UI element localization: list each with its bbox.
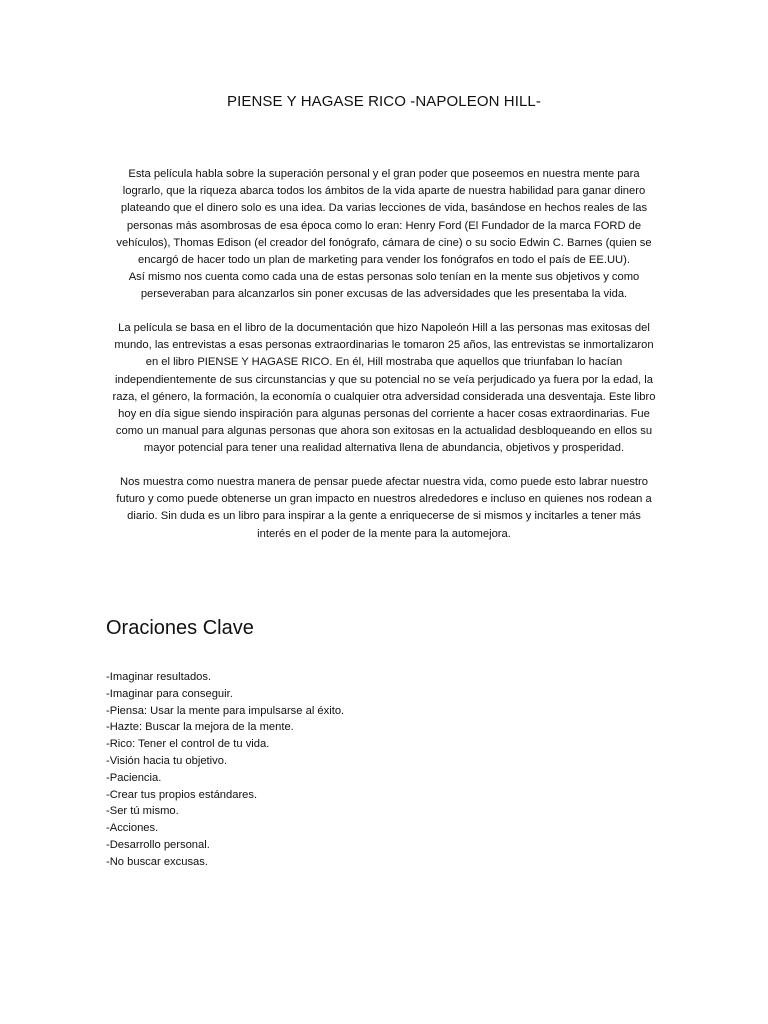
paragraph-line: Esta película habla sobre la superación personal y el gran poder que poseemos en nuestra mente para: [128, 168, 640, 180]
paragraph-line: mayor potencial para tener una realidad alternativa llena de abundancia, objetivos y prosperidad.: [143, 442, 625, 455]
paragraph-line: raza, el género, la formación, la economía o cualquier otra adversidad considerada una desventaja. Este libro: [112, 390, 656, 403]
section-heading: Oraciones Clave: [106, 617, 254, 639]
paragraph-line: vehículos), Thomas Edison (el creador del fonógrafo, cámara de cine) o su socio Edwin C. Barnes (quien se: [116, 236, 652, 249]
paragraph-line: independientemente de sus circunstancias y que su potencial no se veía perjudicado ya fuera por la edad, la: [115, 373, 653, 386]
paragraph-line: Así mismo nos cuenta como cada una de estas personas solo tenían en la mente sus objetivos y como: [128, 271, 640, 284]
paragraph-line: mundo, las entrevistas a esas personas extraordinarias le tomaron 25 años, las entrevistas se inmortalizaron: [114, 339, 654, 352]
list-item: -Crear tus propios estándares.: [106, 788, 258, 801]
paragraph-book: [104, 320, 664, 458]
list-item: -Ser tú mismo.: [106, 805, 179, 818]
list-item: -Desarrollo personal.: [106, 838, 210, 851]
paragraph-line: La película se basa en el libro de la documentación que hizo Napoleón Hill a las personas mas exitosas del: [118, 322, 650, 334]
key-sentences-list: [106, 669, 344, 871]
list-item: -Hazte: Buscar la mejora de la mente.: [106, 721, 294, 734]
paragraph-line: Nos muestra como nuestra manera de pensar puede afectar nuestra vida, como puede esto labrar nuestro: [120, 476, 648, 488]
paragraph-line: encargó de hacer todo un plan de marketing para vender los fonógrafos en todo el país de EE.UU).: [138, 254, 630, 267]
paragraph-line: en el libro PIENSE Y HAGASE RICO. En él, Hill mostraba que aquellos que triunfaban lo hacían: [145, 356, 623, 369]
paragraph-line: diario. Sin duda es un libro para inspirar a la gente a enriquecerse de si mismos y incitarles a tener más: [127, 510, 641, 523]
paragraph-intro: [104, 166, 664, 304]
paragraph-line: interés en el poder de la mente para la automejora.: [257, 527, 511, 540]
list-item: -Imaginar resultados.: [106, 671, 212, 683]
list-item: -Piensa: Usar la mente para impulsarse al éxito.: [106, 704, 345, 717]
list-item: -Rico: Tener el control de tu vida.: [106, 738, 270, 751]
list-item: -Paciencia.: [106, 771, 162, 784]
paragraph-line: hoy en día sigue siendo inspiración para algunas personas del corriente a hacer cosas extraordinarias. Fue: [118, 408, 650, 421]
list-item: -Imaginar para conseguir.: [106, 687, 233, 700]
paragraph-line: perseveraban para alcanzarlos sin poner excusas de las adversidades que les presentaba la vida.: [140, 288, 628, 301]
document-title: PIENSE Y HAGASE RICO -NAPOLEON HILL-: [227, 93, 541, 110]
list-item: -Visión hacia tu objetivo.: [106, 754, 228, 767]
list-item: -No buscar excusas.: [106, 855, 208, 868]
paragraph-line: personas más asombrosas de esa época como lo eran: Henry Ford (El Fundador de la marca FORD de: [126, 219, 642, 232]
paragraph-line: lograrlo, que la riqueza abarca todos los ámbitos de la vida aparte de nuestra habilidad para ganar dinero: [122, 185, 646, 198]
paragraph-line: como un manual para algunas personas que ahora son exitosas en la actualidad desbloqueando en ellos su: [115, 425, 653, 438]
paragraph-conclusion: [104, 474, 664, 543]
list-item: -Acciones.: [106, 822, 159, 835]
paragraph-line: plateando que el dinero solo es una idea. Da varias lecciones de vida, basándose en hechos reales de las: [120, 202, 648, 215]
paragraph-line: futuro y como puede obtenerse un gran impacto en nuestros alrededores e incluso en quienes nos rodean a: [116, 493, 652, 506]
